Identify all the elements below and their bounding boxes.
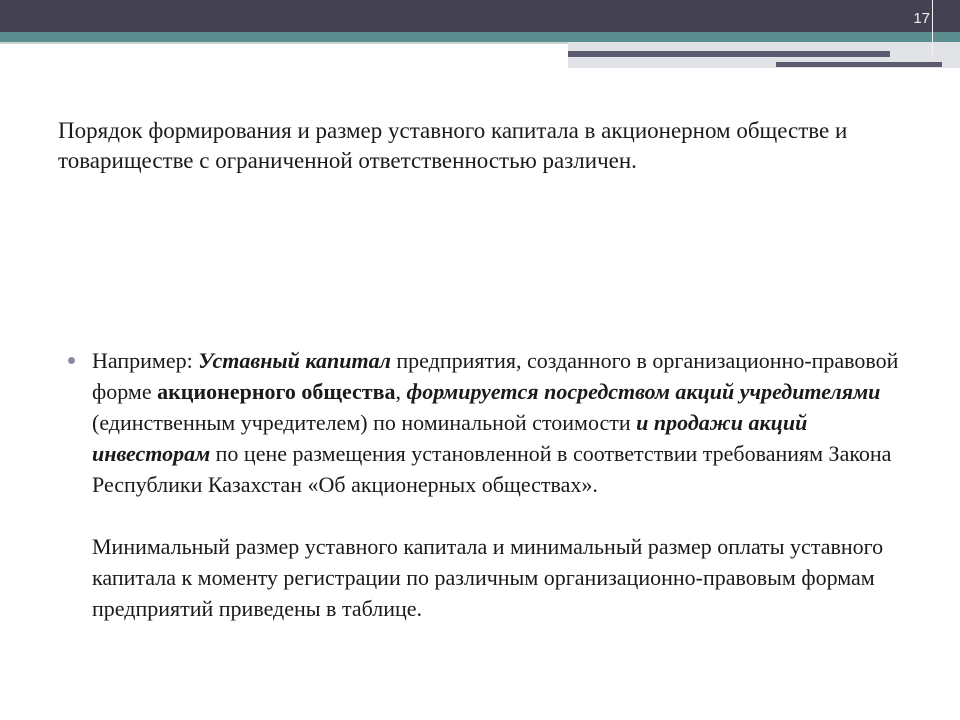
header-accent-bar-lower	[776, 62, 942, 67]
slide-title: Порядок формирования и размер уставного капитала в акционерном обществе и товариществе с ограниченной ответственностью различен.	[58, 118, 848, 173]
text-segment: ,	[395, 379, 407, 404]
header-accent-bar-upper	[568, 51, 890, 57]
header-thin-line	[0, 42, 568, 44]
header-band	[0, 0, 960, 32]
header-teal-stripe	[0, 32, 960, 42]
emphasis-charter-capital: Уставный капитал	[198, 348, 391, 373]
paragraph-minimum-capital: Минимальный размер уставного капитала и минимальный размер оплаты уставного капитала к моменту регистрации по различным организационно-правовым формам предприятий приведены в таблице.	[92, 534, 884, 621]
emphasis-formed-by-founders-shares: формируется посредством акций учредителями	[406, 379, 881, 404]
text-segment: Например:	[92, 348, 199, 373]
text-segment: по цене размещения установленной в соответствии требованиям Закона Республики Казахстан «Об акционерных обществах».	[92, 441, 892, 497]
page-number: 17	[913, 10, 930, 27]
header-vertical-divider	[932, 0, 933, 58]
bullet-dot-icon	[68, 357, 75, 364]
text-segment: (единственным учредителем) по номинальной стоимости	[92, 410, 637, 435]
bullet-item	[68, 345, 918, 500]
emphasis-joint-stock-company: акционерного общества	[157, 379, 396, 404]
bullet-text	[92, 345, 918, 500]
emphasis-sale-to-investors: и продажи акций инвесторам	[92, 410, 808, 466]
text-segment: предприятия, созданного в организационно-правовой форме	[92, 348, 899, 404]
slide-content	[68, 345, 918, 624]
